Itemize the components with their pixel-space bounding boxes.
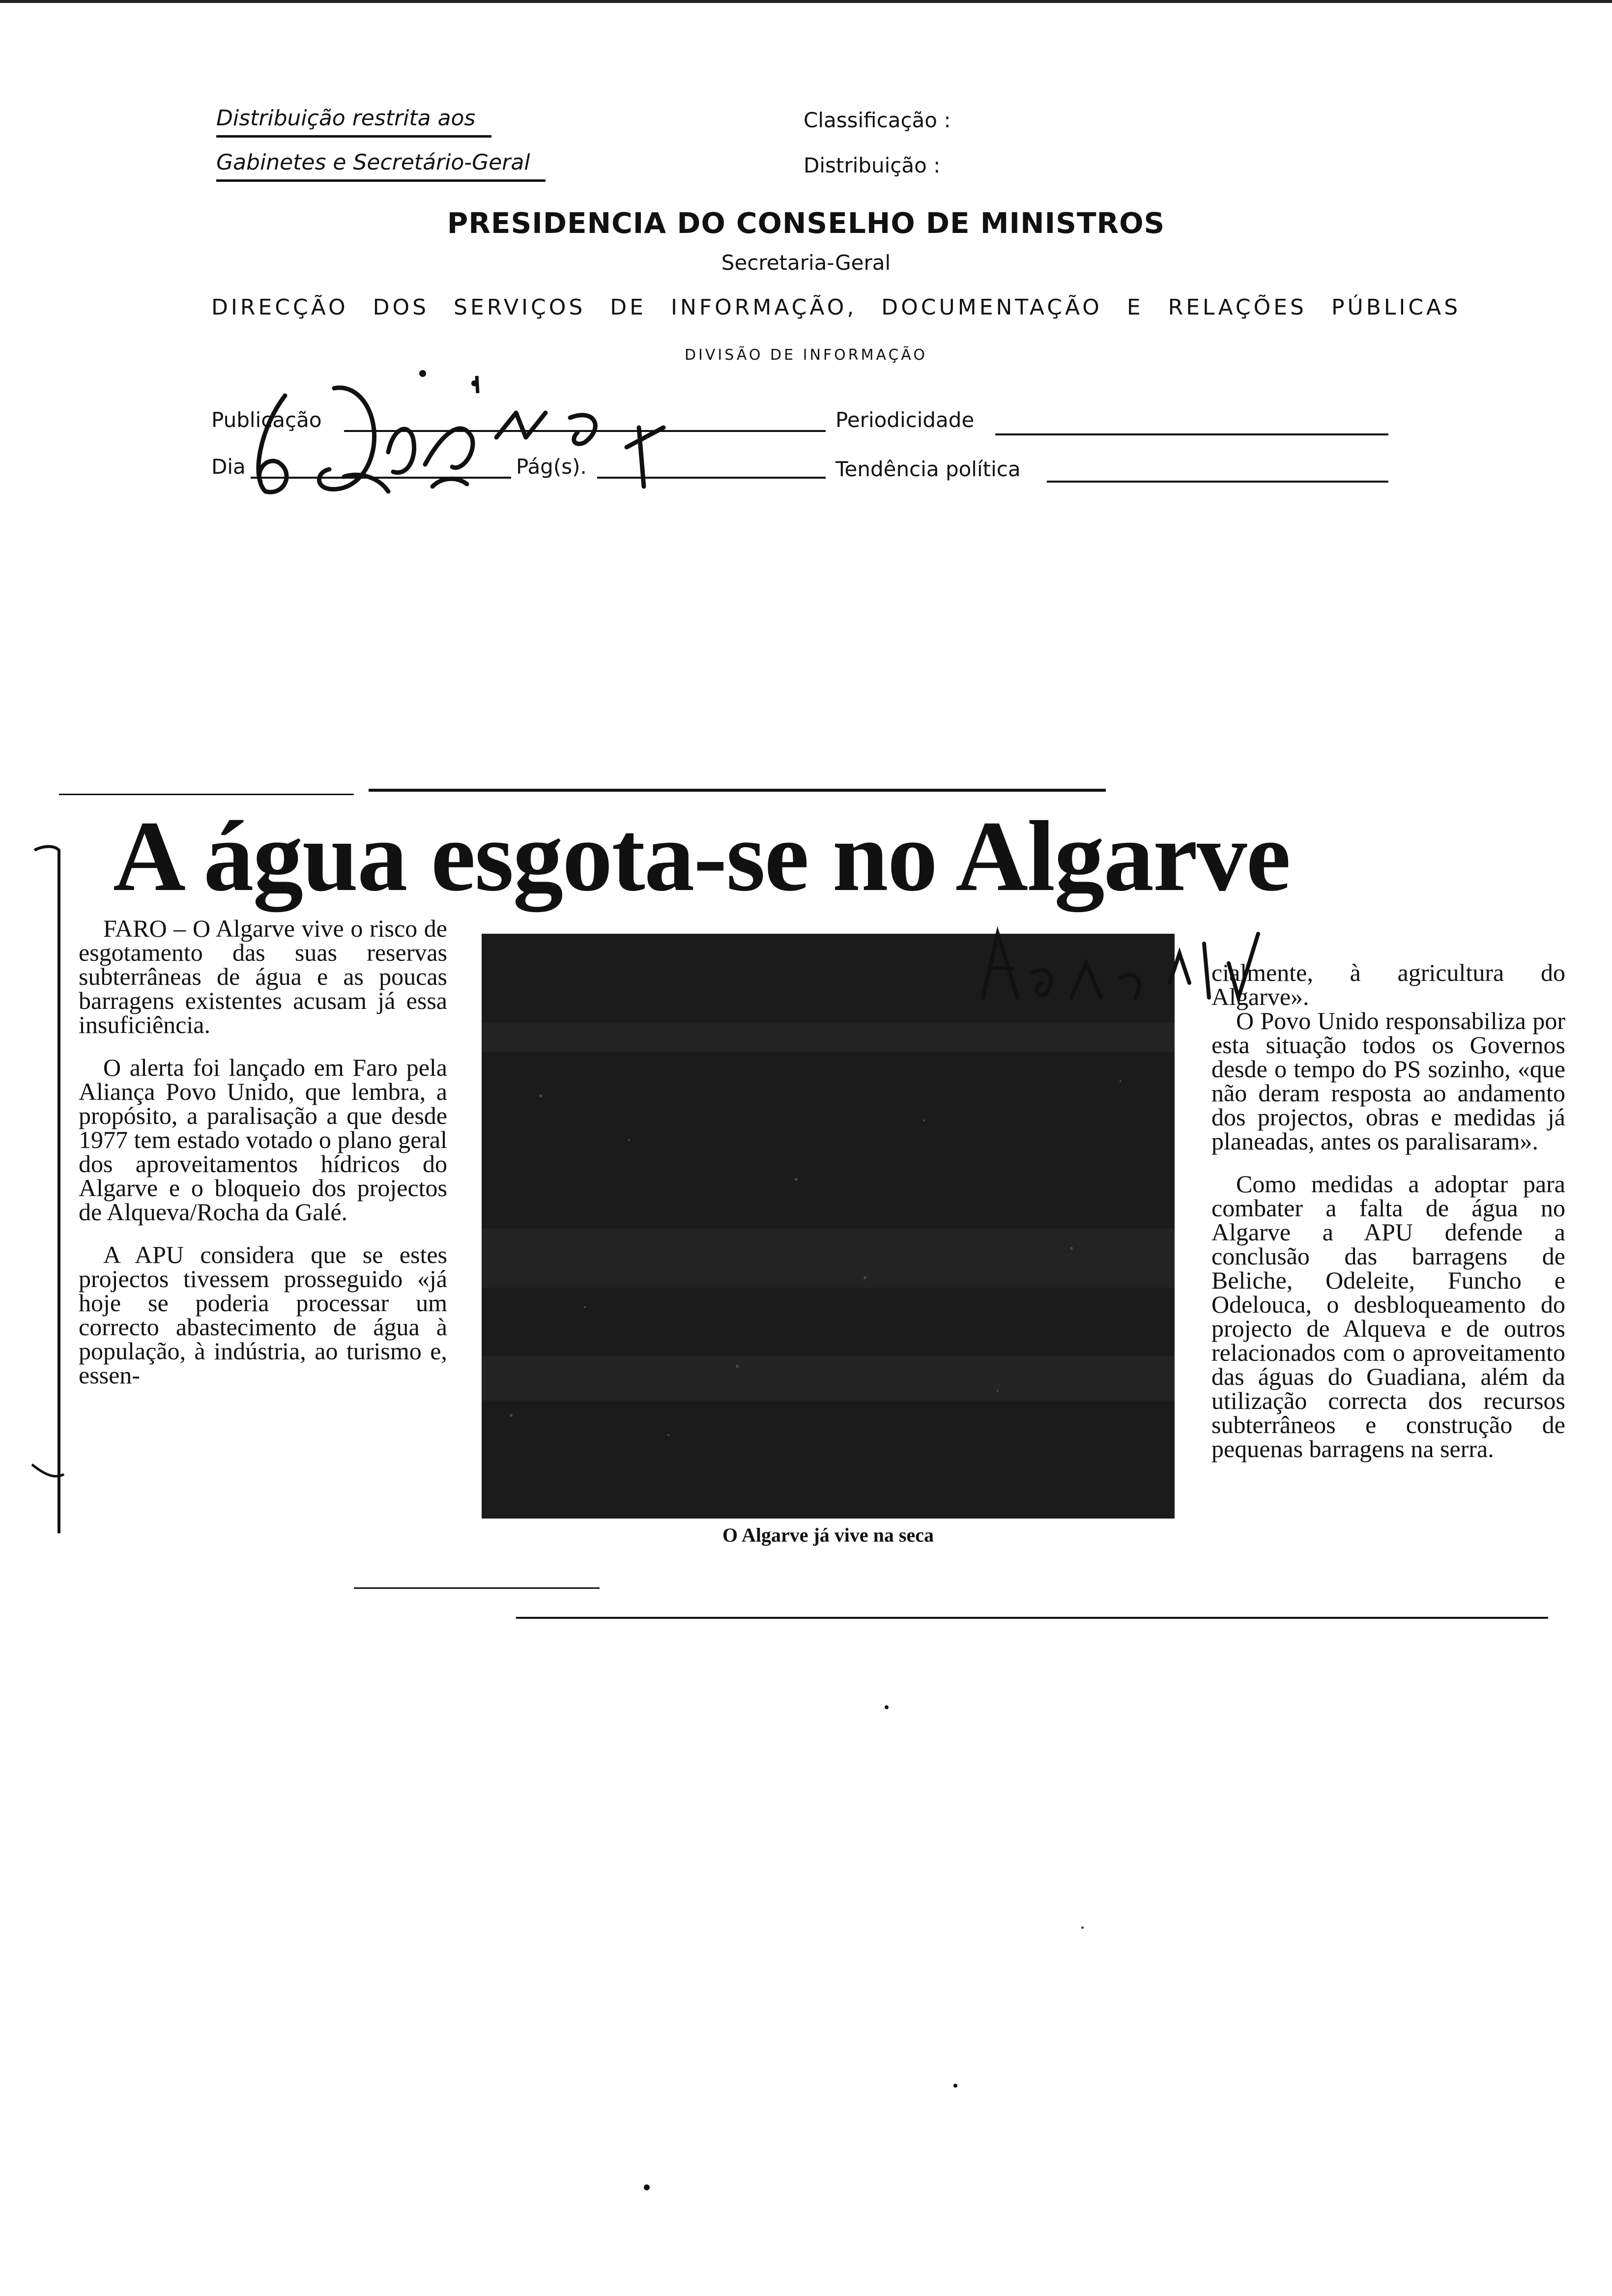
page-top-border (0, 0, 1612, 3)
periodicidade-field-line (995, 433, 1388, 435)
department-name: DIRECÇÃO DOS SERVIÇOS DE INFORMAÇÃO, DOCUMENTAÇÃO E RELAÇÕES PÚBLICAS (211, 295, 1461, 320)
photo-texture (482, 934, 1175, 1519)
clipping-edge-mark (29, 835, 69, 1553)
distribution-note-line2: Gabinetes e Secretário-Geral (216, 150, 530, 175)
photo-caption: O Algarve já vive na seca (722, 1524, 934, 1546)
col3-paragraph-1: cialmente, à agricultura do Algarve». (1211, 959, 1565, 1010)
article-headline: A água esgota-se no Algarve (113, 801, 1290, 912)
scan-speck (644, 2184, 650, 2190)
col3-paragraph-2: O Povo Unido responsabiliza por esta situação todos os Governos desde o tempo do PS sozinho, «que não deram resposta ao andamento dos projectos, obras e medidas já planeadas, antes os paralisaram». (1211, 1007, 1565, 1155)
clipping-bottom-rule-1 (354, 1587, 600, 1589)
organization-subtitle: Secretaria-Geral (721, 251, 891, 275)
article-column-1 (79, 917, 447, 1406)
distribution-note-underline1 (216, 135, 491, 138)
pags-label: Pág(s). (516, 455, 587, 479)
clipping-top-rule (369, 789, 1106, 792)
dia-label: Dia (211, 455, 246, 479)
periodicidade-label: Periodicidade (835, 408, 975, 432)
scan-speck (885, 1705, 889, 1709)
col1-paragraph-2: O alerta foi lançado em Faro pela Aliança Povo Unido, que lembra, a propósito, a paralisação a que desde 1977 tem estado votado o plano geral dos aproveitamentos hídricos do Algarve e o bloqueio dos projectos de Alqueva/Rocha da Galé. (79, 1054, 447, 1226)
distribution-note-line1: Distribuição restrita aos (216, 106, 476, 131)
clipping-top-rule-left (59, 794, 354, 795)
col1-paragraph-3: A APU considera que se estes projectos tivessem prosseguido «já hoje se poderia processar um correcto abastecimento de água à população, à indústria, ao turismo e, essen- (79, 1241, 447, 1389)
distribution-note-underline2 (216, 179, 546, 182)
clipping-bottom-rule-2 (516, 1617, 1548, 1619)
organization-title: PRESIDENCIA DO CONSELHO DE MINISTROS (447, 206, 1165, 240)
publicacao-label: Publicação (211, 408, 322, 432)
distribuicao-label: Distribuição : (804, 153, 941, 177)
classificacao-label: Classificação : (804, 108, 951, 132)
scan-speck (953, 2084, 957, 2088)
tendencia-field-line (1047, 481, 1388, 483)
article-photo (482, 934, 1175, 1519)
col1-paragraph-1: FARO – O Algarve vive o risco de esgotamento das suas reservas subterrâneas de água e as poucas barragens existentes acusam já essa insuficiência. (79, 915, 447, 1038)
division-name: DIVISÃO DE INFORMAÇÃO (684, 346, 928, 364)
handwritten-annotation (231, 354, 703, 501)
article-column-3 (1211, 961, 1565, 1461)
col3-paragraph-3: Como medidas a adoptar para combater a falta de água no Algarve a APU defende a conclusão das barragens de Beliche, Odeleite, Funcho e Odelouca, o desbloqueamento do projecto de Alqueva e de outros relacionados com o aproveitamento das águas do Guadiana, além da utilização correcta dos recursos subterrâneos e construção de pequenas barragens na serra. (1211, 1170, 1565, 1463)
scan-speck (1081, 1926, 1084, 1929)
tendencia-label: Tendência política (835, 457, 1021, 481)
